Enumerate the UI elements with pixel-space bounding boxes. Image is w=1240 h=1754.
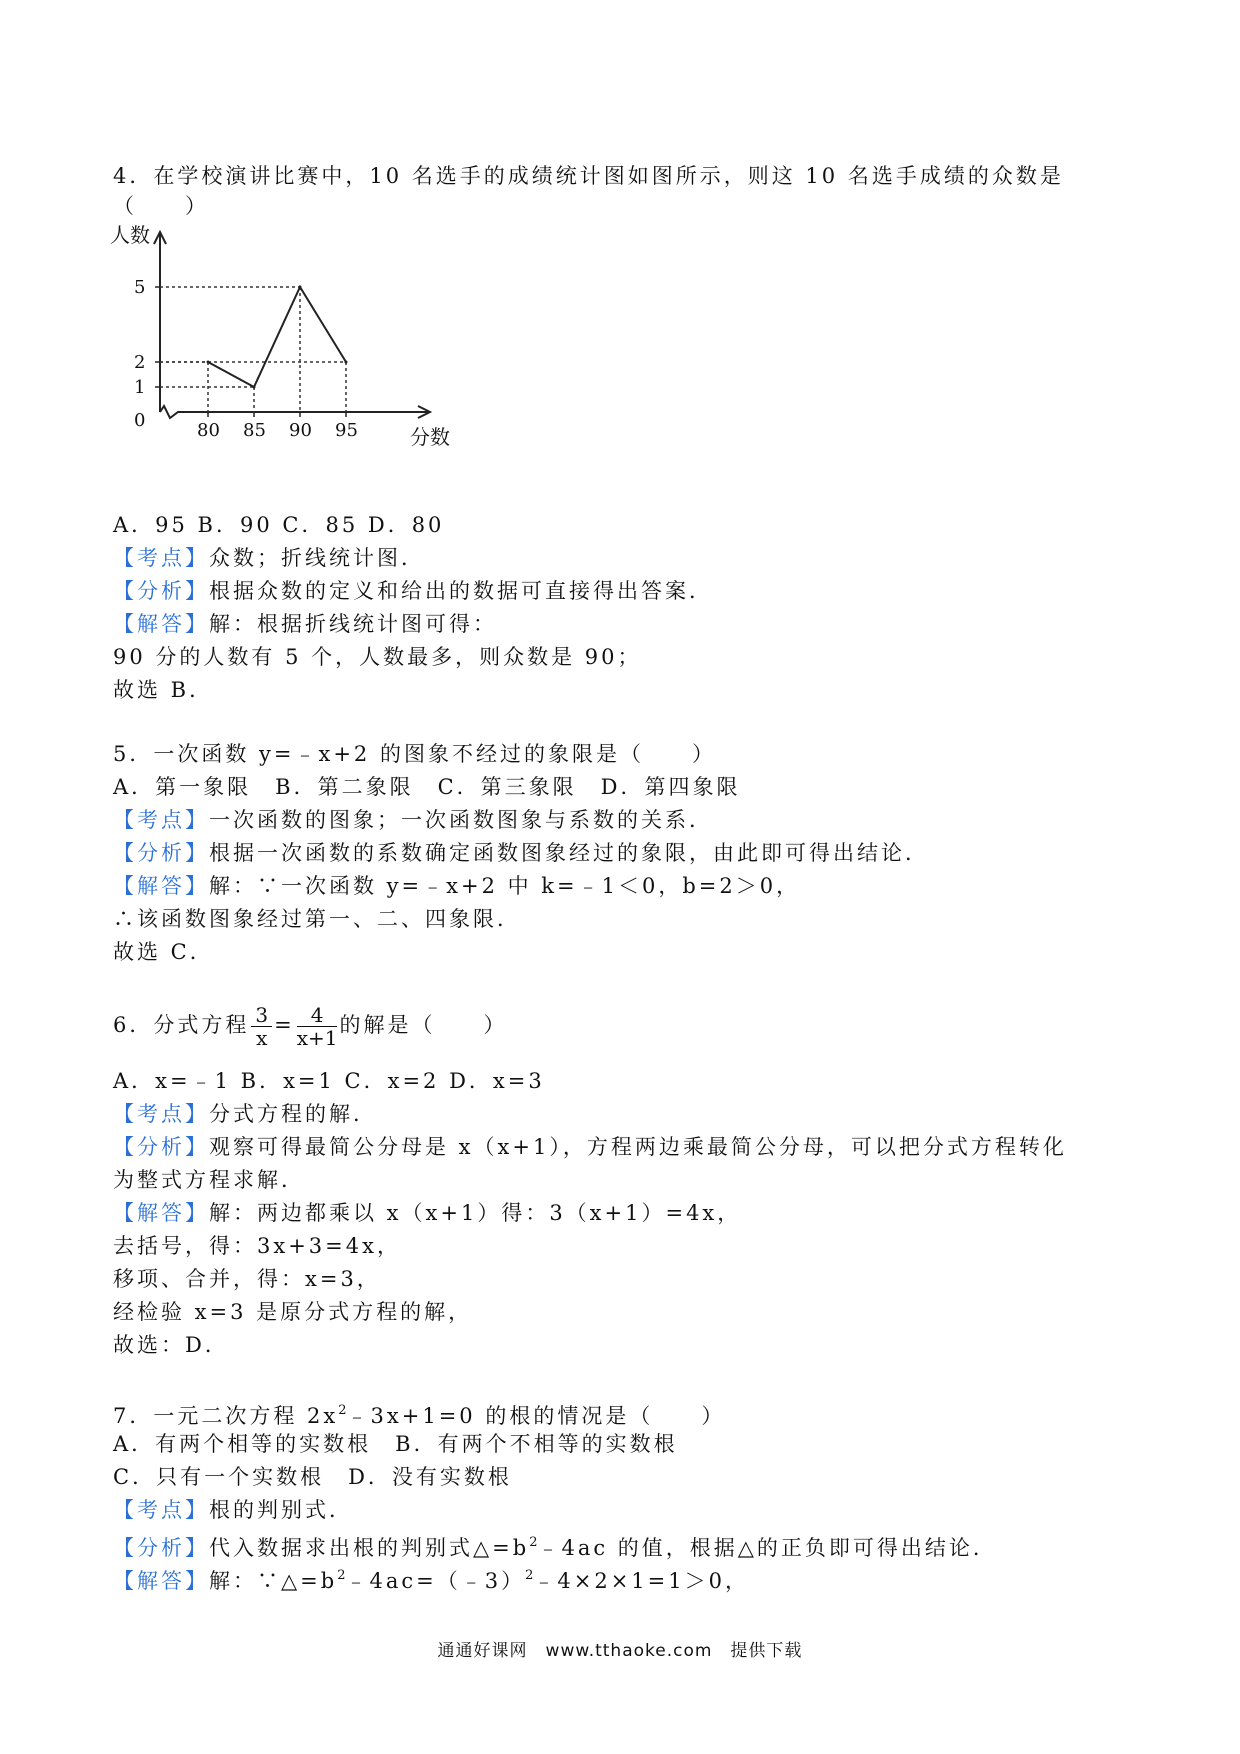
q7-stem — [113, 1398, 725, 1429]
q4-fenxi — [113, 578, 713, 604]
q6-stem-a: 6．分式方程 — [113, 1013, 250, 1037]
kaodian-tag: 【考点】 — [113, 808, 209, 832]
q5-kaodian — [113, 807, 713, 833]
series-line — [208, 287, 346, 387]
fenxi-tag: 【分析】 — [113, 579, 209, 603]
q4-jieda-text: 解：根据折线统计图可得： — [209, 612, 497, 636]
x-tick-label: 80 — [197, 420, 220, 441]
jieda-tag: 【解答】 — [113, 1569, 209, 1593]
fenxi-tag: 【分析】 — [113, 1135, 209, 1159]
fraction-4-over-x-plus-1 — [297, 1004, 338, 1049]
q6-stem-b: 的解是（ ） — [339, 1013, 508, 1037]
q7-jieda-a: 解：∵△=b — [209, 1569, 338, 1593]
q5-solution-line1: ∴该函数图象经过第一、二、四象限． — [113, 907, 521, 931]
data-point — [253, 386, 256, 389]
superscript: 2 — [338, 1403, 347, 1418]
q5-stem: 5．一次函数 y=﹣x+2 的图象不经过的象限是（ ） — [113, 742, 716, 766]
x-axis-label: 分数 — [410, 425, 450, 449]
q5-kaodian-text: 一次函数的图象；一次函数图象与系数的关系． — [209, 808, 713, 832]
kaodian-tag: 【考点】 — [113, 1498, 209, 1522]
q6-solution-line3: 经检验 x=3 是原分式方程的解， — [113, 1300, 473, 1324]
y-tick-label: 1 — [134, 377, 146, 398]
q7-options-line1: A．有两个相等的实数根 B．有两个不相等的实数根 — [113, 1432, 678, 1456]
y-axis-label: 人数 — [110, 223, 150, 247]
q7-fenxi-b: ﹣4ac 的值，根据△的正负即可得出结论． — [537, 1536, 997, 1560]
x-tick-label: 95 — [335, 420, 358, 441]
q7-jieda — [113, 1563, 749, 1594]
jieda-tag: 【解答】 — [113, 1201, 209, 1225]
q6-fenxi — [113, 1134, 1067, 1160]
q7-stem-a: 7．一元二次方程 2x — [113, 1404, 339, 1428]
y-tick-label: 5 — [134, 277, 146, 298]
equals-sign: = — [274, 1013, 295, 1037]
q6-kaodian-text: 分式方程的解． — [209, 1102, 377, 1126]
q6-fenxi-text: 观察可得最简公分母是 x（x+1），方程两边乘最简公分母，可以把分式方程转化 — [209, 1135, 1067, 1159]
q5-jieda — [113, 873, 800, 899]
q6-fenxi-line2: 为整式方程求解． — [113, 1168, 305, 1192]
jieda-tag: 【解答】 — [113, 874, 209, 898]
superscript: 2 — [337, 1568, 346, 1583]
q4-stem-line2: （ ） — [113, 194, 209, 218]
q5-fenxi — [113, 840, 929, 866]
q6-solution-line2: 移项、合并，得：x=3， — [113, 1267, 381, 1291]
fraction-numerator: 3 — [251, 1004, 272, 1027]
line-chart — [110, 222, 450, 452]
q4-kaodian-text: 众数；折线统计图． — [209, 546, 425, 570]
q7-kaodian-text: 根的判别式． — [209, 1498, 353, 1522]
q7-jieda-b: ﹣4ac=（﹣3） — [345, 1569, 526, 1593]
q4-options: A．95 B．90 C．85 D．80 — [113, 513, 445, 537]
q6-kaodian — [113, 1101, 377, 1127]
q7-jieda-c: ﹣4×2×1=1＞0， — [533, 1569, 749, 1593]
superscript: 2 — [529, 1535, 538, 1550]
q6-solution-line4: 故选：D． — [113, 1333, 229, 1357]
q7-fenxi — [113, 1530, 997, 1561]
q7-fenxi-a: 代入数据求出根的判别式△=b — [209, 1536, 530, 1560]
fraction-denominator: x+1 — [296, 1026, 338, 1050]
x-tick-label: 85 — [243, 420, 266, 441]
q5-solution-line2: 故选 C． — [113, 940, 214, 964]
q6-jieda-text: 解：两边都乘以 x（x+1）得：3（x+1）=4x， — [209, 1201, 742, 1225]
q7-kaodian — [113, 1497, 353, 1523]
fenxi-tag: 【分析】 — [113, 1536, 209, 1560]
q5-fenxi-text: 根据一次函数的系数确定函数图象经过的象限，由此即可得出结论． — [209, 841, 929, 865]
q6-solution-line1: 去括号，得：3x+3=4x， — [113, 1234, 401, 1258]
q4-jieda — [113, 611, 497, 637]
data-point — [207, 361, 210, 364]
x-axis — [160, 406, 430, 418]
kaodian-tag: 【考点】 — [113, 546, 209, 570]
q6-stem — [113, 1000, 507, 1050]
superscript: 2 — [525, 1568, 534, 1583]
q7-stem-b: ﹣3x+1=0 的根的情况是（ ） — [346, 1404, 726, 1428]
q5-options: A．第一象限 B．第二象限 C．第三象限 D．第四象限 — [113, 775, 741, 799]
q6-jieda — [113, 1200, 741, 1226]
footer-watermark: 通通好课网 www.tthaoke.com 提供下载 — [437, 1641, 803, 1661]
q5-jieda-text: 解：∵一次函数 y=﹣x+2 中 k=﹣1＜0，b=2＞0， — [209, 874, 801, 898]
fraction-denominator: x — [256, 1026, 268, 1050]
y-tick-label: 2 — [134, 352, 146, 373]
q6-options: A．x=﹣1 B．x=1 C．x=2 D．x=3 — [113, 1069, 545, 1093]
q7-options-line2: C．只有一个实数根 D．没有实数根 — [113, 1465, 512, 1489]
fraction-numerator: 4 — [297, 1004, 338, 1027]
q4-fenxi-text: 根据众数的定义和给出的数据可直接得出答案． — [209, 579, 713, 603]
fraction-3-over-x — [251, 1004, 272, 1049]
q4-kaodian — [113, 545, 425, 571]
data-point — [299, 286, 302, 289]
kaodian-tag: 【考点】 — [113, 1102, 209, 1126]
data-point — [345, 361, 348, 364]
jieda-tag: 【解答】 — [113, 612, 209, 636]
q4-solution-line1: 90 分的人数有 5 个，人数最多，则众数是 90； — [113, 645, 642, 669]
fenxi-tag: 【分析】 — [113, 841, 209, 865]
y-tick-label: 0 — [134, 410, 146, 431]
x-tick-label: 90 — [289, 420, 312, 441]
q4-stem-line1: 4．在学校演讲比赛中，10 名选手的成绩统计图如图所示，则这 10 名选手成绩的众数是 — [113, 164, 1064, 188]
q4-solution-line2: 故选 B． — [113, 678, 214, 702]
